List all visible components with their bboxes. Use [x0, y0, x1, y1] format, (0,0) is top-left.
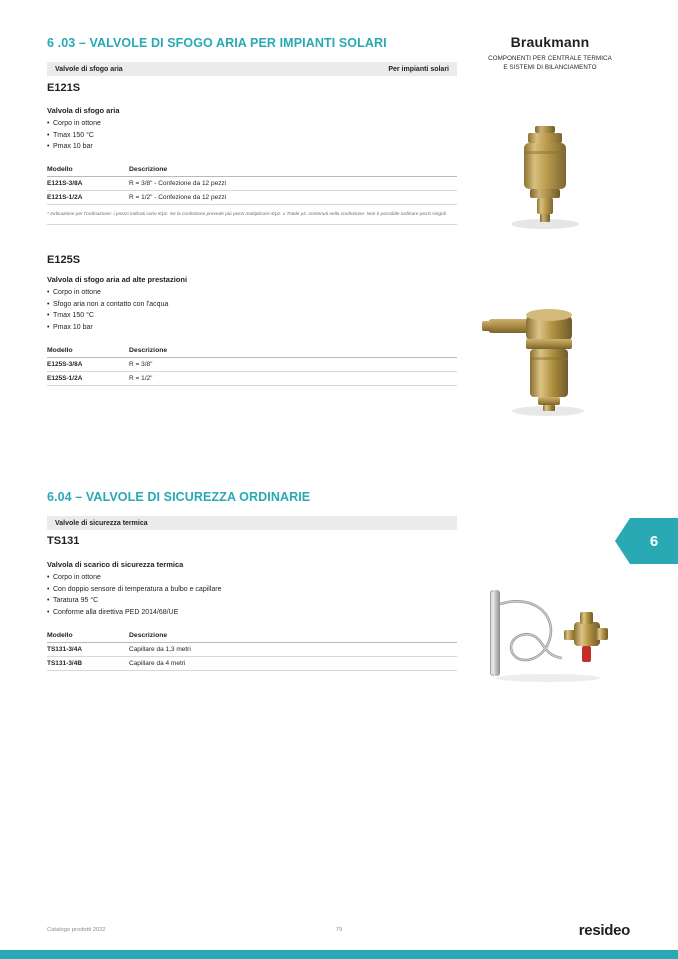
col-descrizione: Descrizione	[127, 345, 457, 358]
list-item: • Taratura 95 °C	[47, 595, 222, 607]
product-name-ts131: Valvola di scarico di sicurezza termica	[47, 560, 184, 569]
cell-modello: E125S-1/2A	[47, 372, 127, 386]
section-bar-603	[47, 62, 457, 76]
table-row	[47, 643, 457, 657]
product-features-e121s	[47, 118, 101, 153]
brand-name: Braukmann	[510, 34, 590, 50]
section-bar-603-left: Valvole di sfogo aria	[55, 65, 123, 73]
col-modello: Modello	[47, 345, 127, 358]
col-modello: Modello	[47, 630, 127, 643]
list-item: • Tmax 150 °C	[47, 310, 168, 322]
product-code-ts131: TS131	[47, 535, 80, 547]
col-descrizione: Descrizione	[127, 164, 457, 177]
product-name-e125s: Valvola di sfogo aria ad alte prestazioni	[47, 275, 188, 284]
product-features-ts131	[47, 572, 222, 618]
cell-descrizione: R = 1/2" - Confezione da 12 pezzi	[127, 191, 457, 205]
brand-subtitle-line2: E SISTEMI DI BILANCIAMENTO	[503, 64, 597, 72]
ordering-note-e121s: * Indicazione per l'ordinazione: i prezzi indicati sono €/pz. Se la confezione prevede più pezzi moltiplicare €/pz. x Totale pz. contenuti nella confezione. Non è possibile ordinare pezzi singoli	[47, 212, 457, 225]
brand-subtitle-line1: COMPONENTI PER CENTRALE TERMICA	[488, 55, 612, 62]
cell-modello: TS131-3/4A	[47, 643, 127, 657]
col-descrizione: Descrizione	[127, 630, 457, 643]
table-row	[47, 177, 457, 191]
section-side-tab	[630, 518, 678, 564]
product-table-e121s	[47, 164, 457, 205]
footer-page-number: 79	[335, 927, 343, 933]
cell-modello: E121S-1/2A	[47, 191, 127, 205]
section-bar-604	[47, 516, 457, 530]
cell-descrizione: Capillare da 4 metri	[127, 657, 457, 671]
valvola-sicurezza-termica-icon	[478, 578, 618, 688]
section-title-603: 6 .03 – VALVOLE DI SFOGO ARIA PER IMPIANTI SOLARI	[47, 36, 387, 50]
brand-subtitle	[450, 54, 650, 73]
section-side-tab-number: 6	[649, 532, 659, 550]
cell-descrizione: R = 1/2"	[127, 372, 457, 386]
table-header-row	[47, 164, 457, 177]
table-row	[47, 372, 457, 386]
product-photo-e121s	[480, 118, 610, 233]
table-row	[47, 358, 457, 372]
list-item: • Corpo in ottone	[47, 287, 168, 299]
footer-catalog-label: Catalogo prodotti 2022	[47, 927, 106, 933]
table-row	[47, 657, 457, 671]
section-bar-603-right: Per impianti solari	[388, 65, 449, 73]
valvola-alte-prestazioni-icon	[470, 295, 620, 420]
list-item: • Con doppio sensore di temperatura a bulbo e capillare	[47, 584, 222, 596]
list-item: • Pmax 10 bar	[47, 141, 101, 153]
product-code-e125s: E125S	[47, 254, 81, 266]
brand-header	[450, 34, 650, 73]
product-features-e125s	[47, 287, 168, 333]
product-code-e121s: E121S	[47, 82, 81, 94]
cell-modello: E125S-3/8A	[47, 358, 127, 372]
list-item: • Sfogo aria non a contatto con l'acqua	[47, 299, 168, 311]
col-modello: Modello	[47, 164, 127, 177]
section-title-604: 6.04 – VALVOLE DI SICUREZZA ORDINARIE	[47, 490, 311, 504]
cell-modello: TS131-3/4B	[47, 657, 127, 671]
table-header-row	[47, 630, 457, 643]
product-photo-ts131	[478, 578, 618, 688]
list-item: • Conforme alla direttiva PED 2014/68/UE	[47, 607, 222, 619]
cell-descrizione: R = 3/8" - Confezione da 12 pezzi	[127, 177, 457, 191]
table-row	[47, 191, 457, 205]
product-table-ts131	[47, 630, 457, 671]
product-photo-e125s	[470, 295, 620, 420]
cell-descrizione: R = 3/8"	[127, 358, 457, 372]
product-name-e121s: Valvola di sfogo aria	[47, 106, 120, 115]
table-header-row	[47, 345, 457, 358]
cell-modello: E121S-3/8A	[47, 177, 127, 191]
list-item: • Tmax 150 °C	[47, 130, 101, 142]
cell-descrizione: Capillare da 1,3 metri	[127, 643, 457, 657]
list-item: • Corpo in ottone	[47, 572, 222, 584]
product-table-e125s	[47, 345, 457, 386]
footer-accent-bar	[0, 950, 678, 959]
valvola-sfogo-aria-icon	[480, 118, 610, 233]
section-bar-604-left: Valvole di sicurezza termica	[55, 519, 148, 527]
list-item: • Pmax 10 bar	[47, 322, 168, 334]
footer-logo-resideo: resideo	[578, 922, 630, 939]
list-item: • Corpo in ottone	[47, 118, 101, 130]
